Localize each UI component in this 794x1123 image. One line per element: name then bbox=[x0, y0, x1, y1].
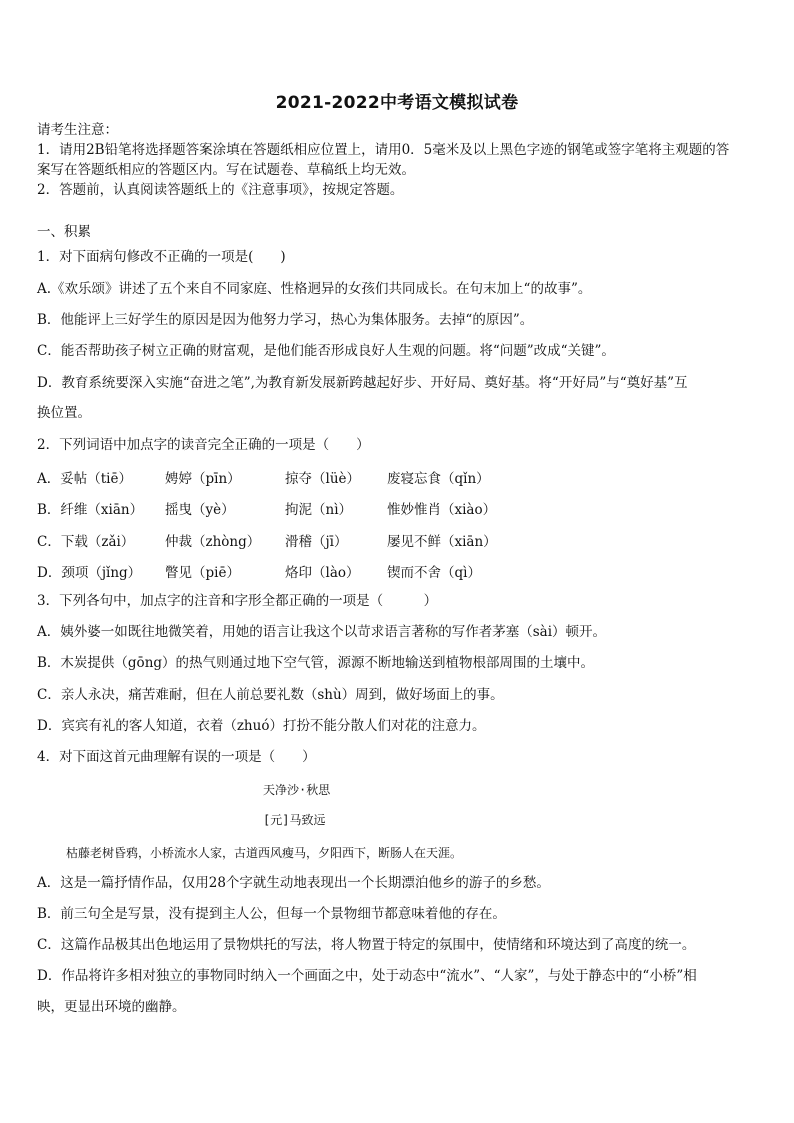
q4-option-a: A．这是一篇抒情作品，仅用28个字就生动地表现出一个长期漂泊他乡的游子的乡愁。 bbox=[37, 875, 550, 891]
q3-option-a: A．姨外婆一如既往地微笑着，用她的语言让我这个以苛求语言著称的写作者茅塞（sài）顿开。 bbox=[37, 624, 607, 640]
q1-option-d-line-2: 换位置。 bbox=[37, 405, 91, 421]
q1-option-d-line-1: D．教育系统要深入实施“奋进之笔”,为教育新发展新跨越起好步、开好局、奠好基。将“开好局”与“奠好基”互 bbox=[37, 375, 688, 391]
q1-option-c: C．能否帮助孩子树立正确的财富观，是他们能否形成良好人生观的问题。将“问题”改成“关键”。 bbox=[37, 343, 615, 359]
notice-item-2: 2．答题前，认真阅读答题纸上的《注意事项》，按规定答题。 bbox=[37, 182, 404, 198]
page-title: 2021-2022中考语文模拟试卷 bbox=[275, 93, 519, 113]
poem-title: 天净沙·秋思 bbox=[263, 783, 331, 797]
q1-option-a: A.《欢乐颂》讲述了五个来自不同家庭、性格迥异的女孩们共同成长。在句末加上“的故事”。 bbox=[37, 281, 592, 297]
q2-a-word-2: 娉婷（pīn） bbox=[165, 471, 241, 487]
q2-c-word-2: 仲裁（zhòng） bbox=[165, 534, 261, 550]
q2-c-word-3: 滑稽（jī） bbox=[285, 534, 348, 550]
q2-b-word-2: 摇曳（yè） bbox=[165, 502, 235, 518]
q2-d-word-4: 锲而不舍（qì） bbox=[387, 565, 481, 581]
q2-d-word-3: 烙印（lào） bbox=[285, 565, 360, 581]
q2-a-word-1: A．妥帖（tiē） bbox=[37, 471, 132, 487]
poem-text: 枯藤老树昏鸦，小桥流水人家，古道西风瘦马，夕阳西下，断肠人在天涯。 bbox=[66, 846, 463, 860]
q3-stem: 3．下列各句中，加点字的注音和字形全都正确的一项是（ ） bbox=[37, 593, 438, 609]
q2-b-word-3: 拘泥（nì） bbox=[285, 502, 353, 518]
q4-option-d-line-2: 映，更显出环境的幽静。 bbox=[37, 999, 186, 1015]
q3-option-d: D．宾宾有礼的客人知道，衣着（zhuó）打扮不能分散人们对花的注意力。 bbox=[37, 718, 486, 734]
notice-item-1-line-2: 案写在答题纸相应的答题区内。写在试题卷、草稿纸上均无效。 bbox=[37, 162, 415, 178]
q3-option-c: C．亲人永决，痛苦难耐，但在人前总要礼数（shù）周到，做好场面上的事。 bbox=[37, 687, 504, 703]
q2-a-word-4: 废寝忘食（qǐn） bbox=[387, 471, 490, 487]
poem-author: [元]马致远 bbox=[263, 813, 326, 827]
q4-stem: 4．对下面这首元曲理解有误的一项是（ ） bbox=[37, 749, 316, 765]
q1-stem: 1．对下面病句修改不正确的一项是( ) bbox=[37, 249, 286, 265]
q2-d-word-1: D．颈项（jǐng） bbox=[37, 565, 142, 581]
q3-option-b: B．木炭提供（gōng）的热气则通过地下空气管，源源不断地输送到植物根部周围的土壤中。 bbox=[37, 655, 595, 671]
notice-item-1-line-1: 1．请用2B铅笔将选择题答案涂填在答题纸相应位置上，请用0．5毫米及以上黑色字迹的钢笔或签字笔将主观题的答 bbox=[37, 142, 730, 158]
q4-option-c: C．这篇作品极其出色地运用了景物烘托的写法，将人物置于特定的氛围中，使情绪和环境达到了高度的统一。 bbox=[37, 937, 696, 953]
q2-stem: 2．下列词语中加点字的读音完全正确的一项是（ ） bbox=[37, 437, 370, 453]
q2-d-word-2: 瞥见（piē） bbox=[165, 565, 240, 581]
q2-c-word-4: 屡见不鲜（xiān） bbox=[387, 534, 497, 550]
q2-b-word-1: B．纤维（xiān） bbox=[37, 502, 144, 518]
q1-option-b: B．他能评上三好学生的原因是因为他努力学习，热心为集体服务。去掉“的原因”。 bbox=[37, 312, 534, 328]
q4-option-b: B．前三句全是写景，没有提到主人公，但每一个景物细节都意味着他的存在。 bbox=[37, 906, 506, 922]
q2-c-word-1: C．下载（zǎi） bbox=[37, 534, 135, 550]
notice-heading: 请考生注意： bbox=[37, 122, 118, 138]
q2-a-word-3: 掠夺（lüè） bbox=[285, 471, 361, 487]
q2-b-word-4: 惟妙惟肖（xiào） bbox=[387, 502, 497, 518]
q4-option-d-line-1: D．作品将许多相对独立的事物同时纳入一个画面之中，处于动态中“流水”、“人家”，与处于静态中的“小桥”相 bbox=[37, 968, 697, 984]
section-heading: 一、积累 bbox=[37, 224, 91, 240]
